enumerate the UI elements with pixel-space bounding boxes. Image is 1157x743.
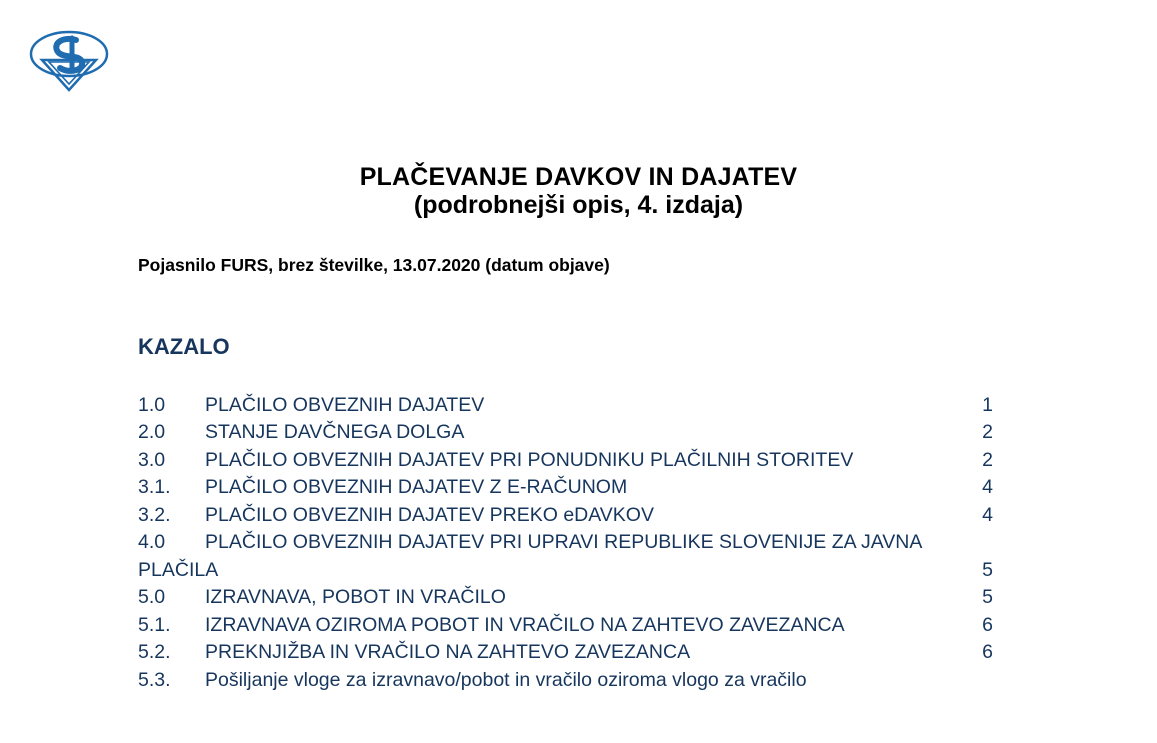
title-line-2: (podrobnejši opis, 4. izdaja)	[413, 191, 744, 219]
toc-title: PLAČILO OBVEZNIH DAJATEV Z E-RAČUNOM	[205, 476, 628, 499]
toc-title: STANJE DAVČNEGA DOLGA	[205, 421, 465, 444]
title-line-1: PLAČEVANJE DAVKOV IN DAJATEV	[359, 163, 798, 191]
toc-number: 3.1.	[138, 476, 171, 499]
toc-number: 3.2.	[138, 503, 171, 526]
toc-number: 3.0	[138, 448, 166, 471]
toc-title: PREKNJIŽBA IN VRAČILO NA ZAHTEVO ZAVEZANCA	[205, 641, 691, 664]
toc-heading: KAZALO	[138, 334, 230, 359]
toc-page-number: 6	[982, 641, 993, 664]
toc-title: Pošiljanje vloge za izravnavo/pobot in vračilo oziroma vlogo za vračilo	[205, 668, 807, 691]
toc-title: IZRAVNAVA, POBOT IN VRAČILO	[205, 586, 506, 609]
toc-entry[interactable]	[138, 392, 993, 419]
toc-entry[interactable]	[138, 639, 993, 666]
toc-number: 5.3.	[138, 668, 171, 691]
toc-title: PLAČILO OBVEZNIH DAJATEV	[205, 394, 485, 416]
toc-page-number: 1	[982, 394, 993, 416]
toc-title: PLAČILO OBVEZNIH DAJATEV PREKO eDAVKOV	[205, 503, 654, 526]
toc-entry[interactable]	[138, 529, 993, 584]
toc-number: 1.0	[138, 394, 166, 416]
toc-title: PLAČILO OBVEZNIH DAJATEV PRI PONUDNIKU PLAČILNIH STORITEV	[205, 448, 854, 471]
toc-entry[interactable]	[138, 447, 993, 474]
toc-number: 2.0	[138, 421, 166, 444]
toc-number: 5.2.	[138, 641, 171, 664]
toc-entry[interactable]	[138, 584, 993, 611]
table-of-contents	[138, 392, 993, 694]
toc-title: PLAČILO OBVEZNIH DAJATEV PRI UPRAVI REPUBLIKE SLOVENIJE ZA JAVNA PLAČILA	[138, 531, 922, 581]
toc-entry[interactable]	[138, 612, 993, 639]
toc-entry[interactable]	[138, 502, 993, 529]
toc-page-number: 5	[982, 586, 993, 609]
toc-title: IZRAVNAVA OZIROMA POBOT IN VRAČILO NA ZAHTEVO ZAVEZANCA	[205, 613, 845, 636]
page-title	[0, 163, 1157, 219]
toc-number: 5.0	[138, 586, 166, 609]
toc-page-number: 5	[982, 558, 993, 581]
toc-number: 5.1.	[138, 613, 171, 636]
furs-logo-icon	[24, 24, 114, 94]
toc-page-number: 2	[982, 421, 993, 444]
toc-page-number: 6	[982, 613, 993, 636]
toc-page-number: 2	[982, 448, 993, 471]
toc-number: 4.0	[138, 531, 166, 554]
toc-entry[interactable]	[138, 667, 993, 694]
document-subtitle: Pojasnilo FURS, brez številke, 13.07.2020 (datum objave)	[138, 255, 610, 275]
toc-entry[interactable]	[138, 474, 993, 501]
toc-page-number: 4	[982, 503, 993, 526]
toc-page-number: 4	[982, 476, 993, 499]
toc-entry[interactable]	[138, 419, 993, 446]
